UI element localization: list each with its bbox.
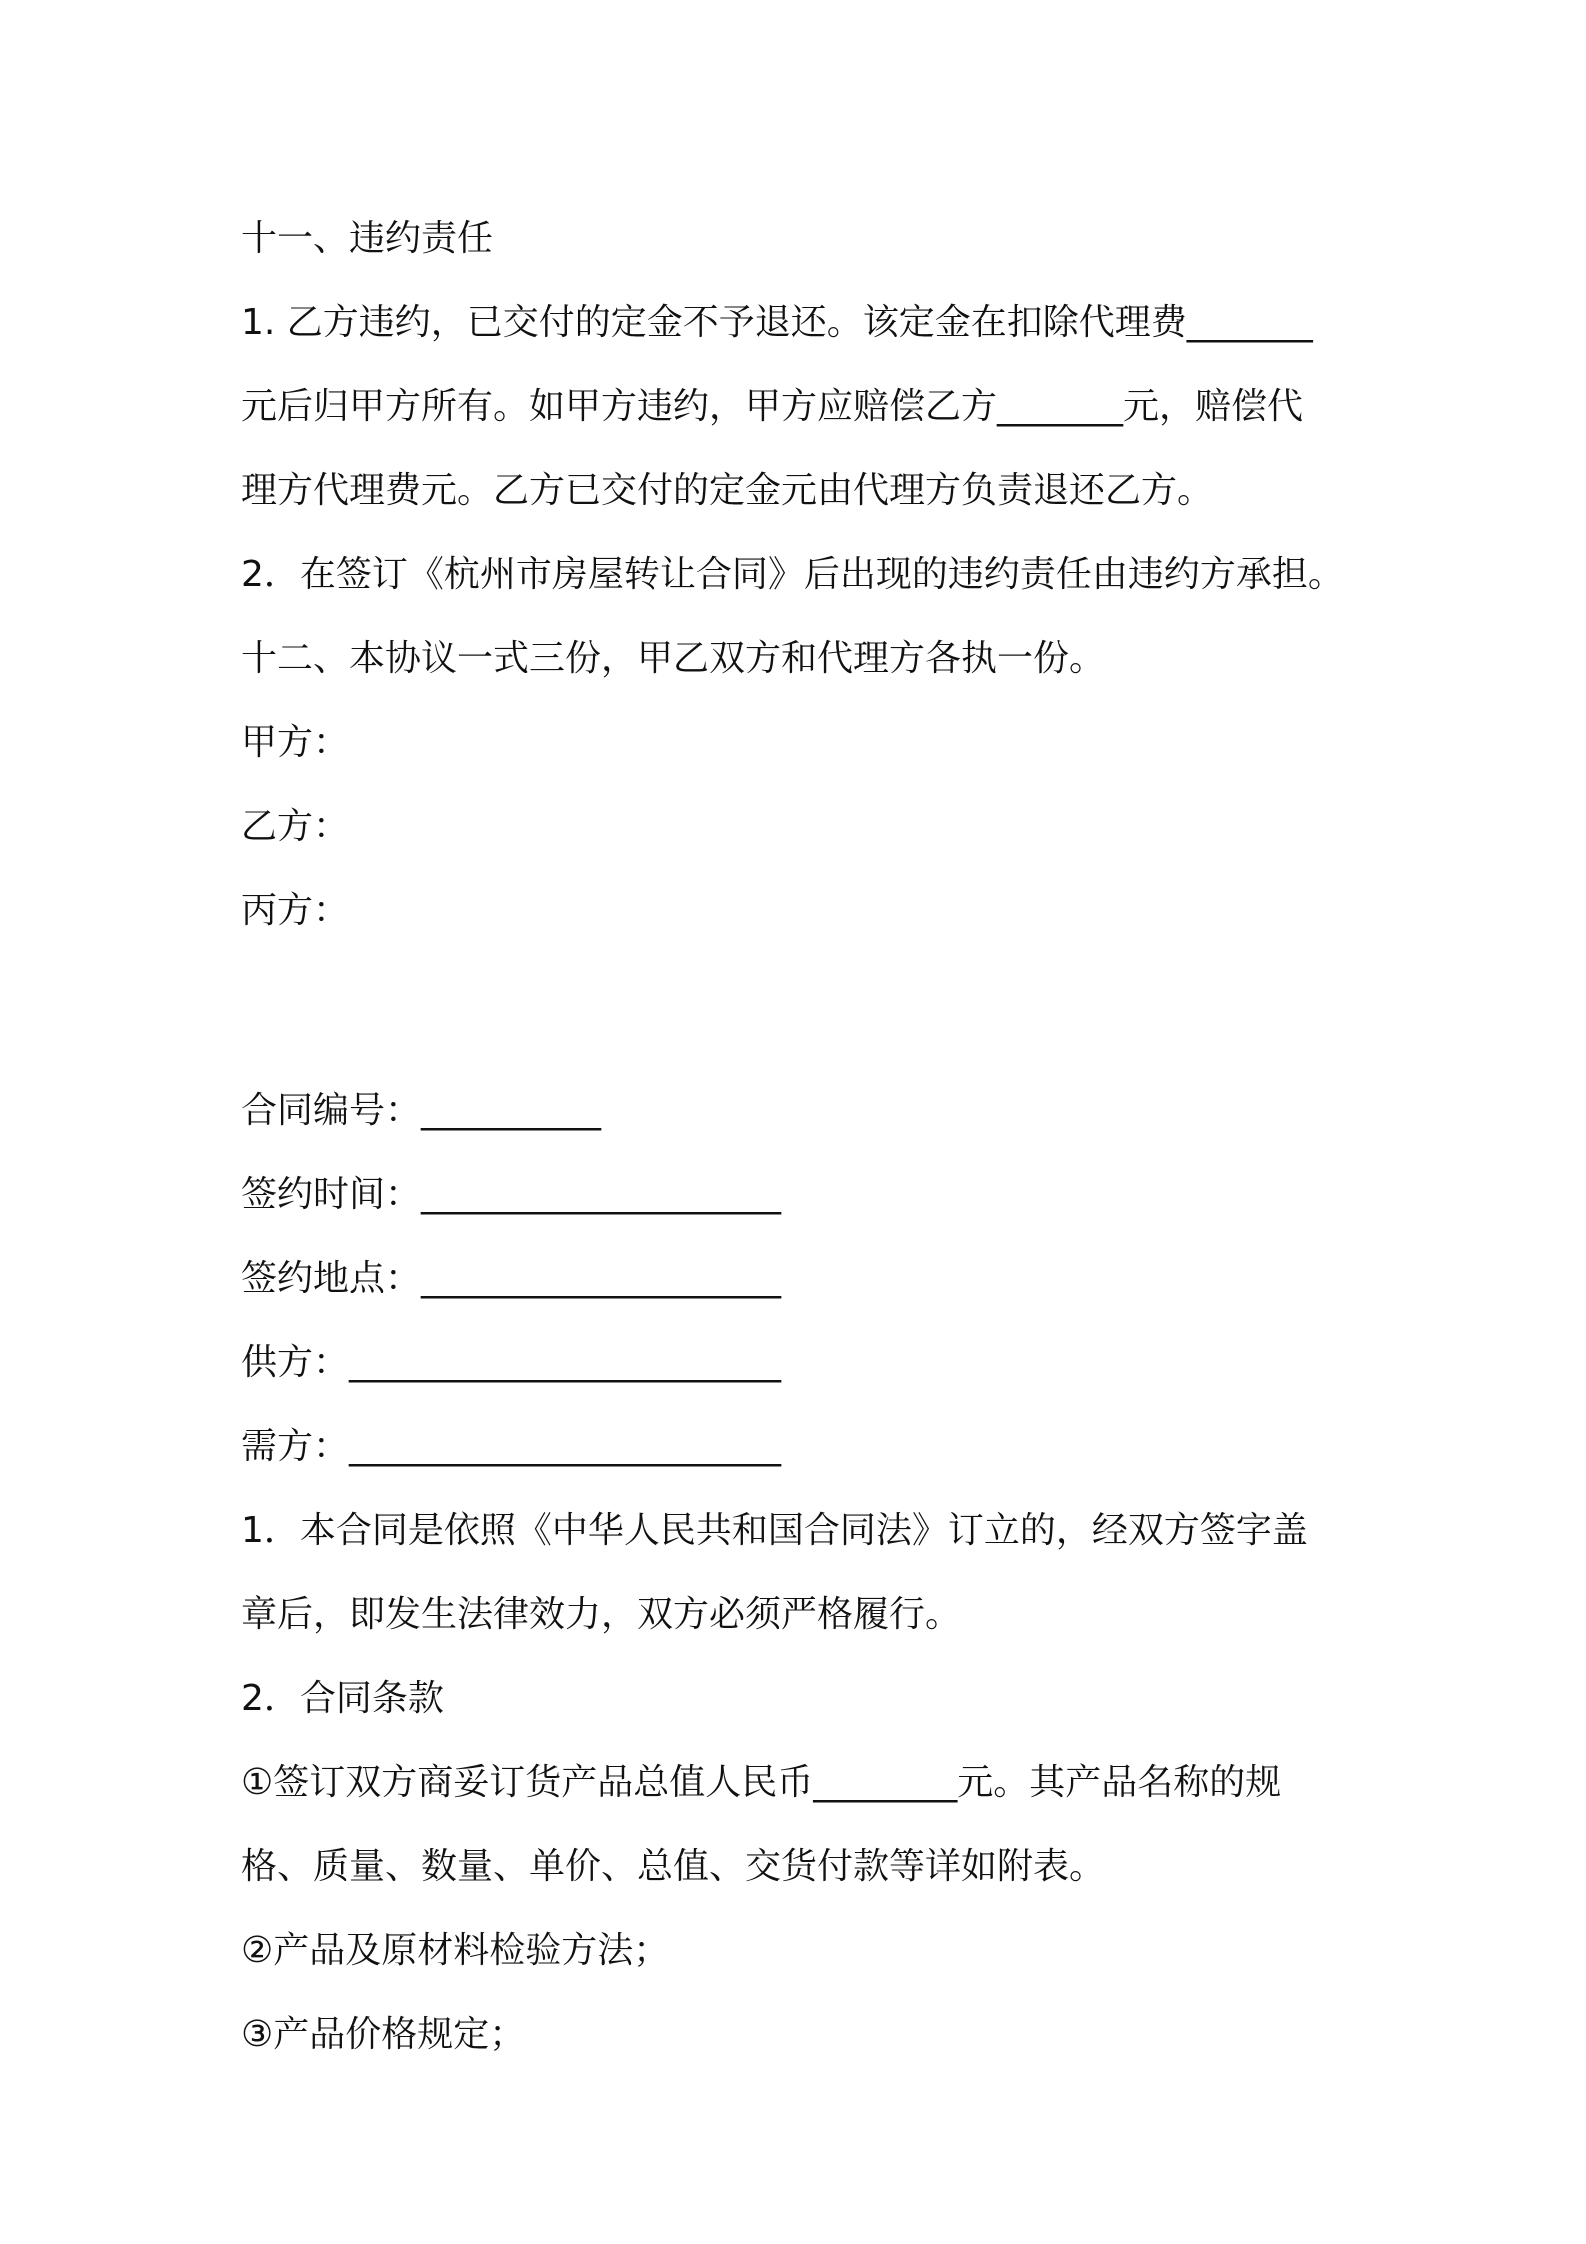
buyer-field: 需方：________________________ bbox=[241, 1426, 782, 1467]
term-2-3: ③产品价格规定； bbox=[241, 2014, 526, 2055]
signature-party-a: 甲方： bbox=[241, 722, 350, 763]
clause-2: 2．在签订《杭州市房屋转让合同》后出现的违约责任由违约方承担。 bbox=[241, 554, 1344, 595]
supplier-field: 供方：________________________ bbox=[241, 1342, 782, 1383]
term-2-heading: 2．合同条款 bbox=[241, 1678, 444, 1719]
section-heading-breach: 十一、违约责任 bbox=[241, 218, 494, 259]
signature-party-c: 丙方： bbox=[241, 890, 350, 931]
sign-place-field: 签约地点：____________________ bbox=[241, 1258, 782, 1299]
clause-1-line-1: 1. 乙方违约，已交付的定金不予退还。该定金在扣除代理费_______ bbox=[241, 302, 1313, 343]
term-2-2: ②产品及原材料检验方法； bbox=[241, 1930, 670, 1971]
term-2-1-line-2: 格、质量、数量、单价、总值、交货付款等详如附表。 bbox=[241, 1846, 1106, 1887]
term-1-line-2: 章后，即发生法律效力，双方必须严格履行。 bbox=[241, 1594, 962, 1635]
document-body bbox=[241, 197, 1391, 2077]
clause-1-line-3: 理方代理费元。乙方已交付的定金元由代理方负责退还乙方。 bbox=[241, 470, 1214, 511]
section-spacer bbox=[241, 953, 1391, 1069]
term-1-line-1: 1．本合同是依照《中华人民共和国合同法》订立的，经双方签字盖 bbox=[241, 1510, 1308, 1551]
term-2-1-line-1: ①签订双方商妥订货产品总值人民币________元。其产品名称的规 bbox=[241, 1762, 1282, 1803]
section-12-text: 十二、本协议一式三份，甲乙双方和代理方各执一份。 bbox=[241, 638, 1106, 679]
sign-time-field: 签约时间：____________________ bbox=[241, 1174, 782, 1215]
contract-number-field: 合同编号：__________ bbox=[241, 1090, 602, 1131]
signature-party-b: 乙方： bbox=[241, 806, 350, 847]
clause-1-line-2: 元后归甲方所有。如甲方违约，甲方应赔偿乙方_______元，赔偿代 bbox=[241, 386, 1304, 427]
